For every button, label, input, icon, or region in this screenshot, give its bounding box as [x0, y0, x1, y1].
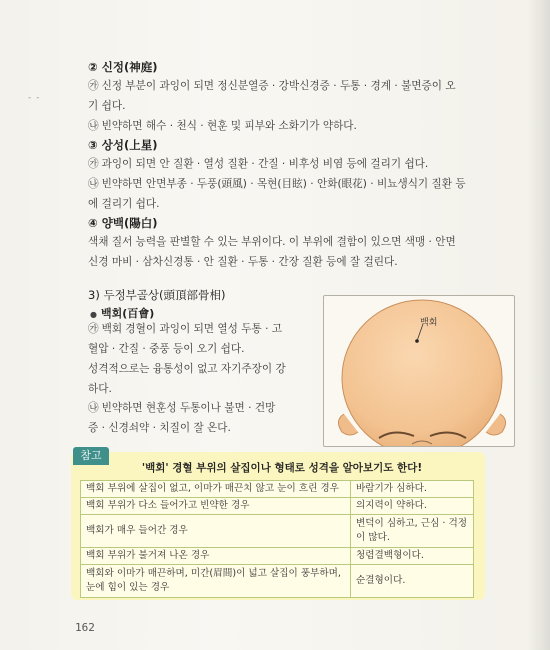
paragraph-baekhoe-weak-cont: 증 · 신경쇠약 · 치질이 잘 온다.	[88, 422, 231, 434]
text-line: 빈약하면 안면부종 · 두풍(頭風) · 목현(目眩) · 안화(眼花) · 비뇨생식기 질환 등	[101, 178, 466, 190]
table-row	[81, 515, 474, 548]
paragraph-yangbaek-cont: 신경 마비 · 삼차신경통 · 안 질환 · 두통 · 간장 질환 등에 잘 걸린다.	[88, 256, 398, 268]
paragraph-sangseong-weak-cont: 에 걸리기 쉽다.	[88, 198, 160, 210]
table-cell-trait: 변덕이 심하고, 근심 · 걱정이 많다.	[351, 515, 474, 548]
paragraph-yangbaek: 색채 질서 능력을 판별할 수 있는 부위이다. 이 부위에 결함이 있으면 색맹 · 안면	[88, 236, 456, 248]
table-row	[81, 548, 474, 565]
table-cell-condition: 백회와 이마가 매끈하며, 미간(眉間)이 넓고 살집이 풍부하며, 눈에 힘이 있는 경우	[81, 565, 351, 598]
table-cell-condition: 백회 부위가 불거져 나온 경우	[81, 548, 351, 565]
table-row	[81, 481, 474, 498]
paragraph-baekhoe-character: 성격적으로는 융통성이 없고 자기주장이 강	[88, 363, 286, 375]
head-illustration	[323, 295, 515, 447]
section-title-sangseong: ③ 상성(上星)	[88, 138, 158, 152]
text-line: 빈약하면 해수 · 천식 · 현훈 및 피부와 소화기가 약하다.	[101, 120, 357, 132]
marker: ㉯	[88, 120, 99, 132]
text-line: 빈약하면 현훈성 두통이나 불면 · 건망	[101, 402, 276, 414]
table-row	[81, 565, 474, 598]
marker: ㉯	[88, 402, 99, 414]
section-title-sinjeong: ② 신정(神庭)	[88, 60, 158, 74]
section-title-yangbaek: ④ 양백(陽白)	[88, 216, 158, 230]
figure-label-baekhoe: 백회	[420, 318, 438, 328]
table-cell-trait: 바람기가 심하다.	[351, 481, 474, 498]
marker: ㉮	[88, 158, 99, 170]
paragraph-baekhoe-character-cont: 하다.	[88, 383, 112, 395]
bullet-dot: ●	[90, 310, 97, 319]
paragraph-baekhoe-excess	[88, 318, 282, 340]
page-fold-shadow	[528, 0, 550, 650]
marker: ㉮	[88, 80, 99, 92]
bullet-label: 백회(百會)	[100, 307, 155, 320]
table-row	[81, 498, 474, 515]
marker: ㉯	[88, 178, 99, 190]
paragraph-sangseong-excess	[88, 153, 428, 175]
reference-tag: 참고	[73, 447, 109, 465]
paragraph-sangseong-weak	[88, 173, 466, 195]
margin-mark: - -	[28, 93, 41, 103]
reference-table	[80, 480, 474, 598]
paragraph-baekhoe-excess-cont: 혈압 · 간질 · 중풍 등이 오기 쉽다.	[88, 343, 245, 355]
table-cell-trait: 의지력이 약하다.	[351, 498, 474, 515]
subsection-title: 3) 두정부골상(頭頂部骨相)	[88, 288, 226, 302]
text-line: 신정 부분이 과잉이 되면 정신분열증 · 강박신경증 · 두통 · 경계 · 불면증이 오	[101, 80, 456, 92]
table-cell-condition: 백회 부위가 다소 들어가고 빈약한 경우	[81, 498, 351, 515]
text-line: 백회 경혈이 과잉이 되면 열성 두통 · 고	[101, 323, 283, 335]
text-line: 과잉이 되면 안 질환 · 열성 질환 · 간질 · 비후성 비염 등에 걸리기 쉽다.	[101, 158, 429, 170]
table-cell-condition: 백회 부위에 살집이 없고, 이마가 매끈치 않고 눈이 흐린 경우	[81, 481, 351, 498]
paragraph-sinjeong-excess-cont: 기 쉽다.	[88, 100, 126, 112]
paragraph-sinjeong-excess	[88, 75, 508, 97]
paragraph-baekhoe-weak	[88, 397, 275, 419]
table-cell-trait: 청렴결백형이다.	[351, 548, 474, 565]
page-number: 162	[75, 621, 95, 634]
paragraph-sinjeong-weak	[88, 115, 357, 137]
head-drawing	[324, 296, 514, 446]
table-cell-condition: 백회가 매우 들어간 경우	[81, 515, 351, 548]
marker: ㉮	[88, 323, 99, 335]
table-cell-trait: 순결형이다.	[351, 565, 474, 598]
reference-title: '백회' 경혈 부위의 살집이나 형태로 성격을 알아보기도 한다!	[141, 462, 423, 474]
